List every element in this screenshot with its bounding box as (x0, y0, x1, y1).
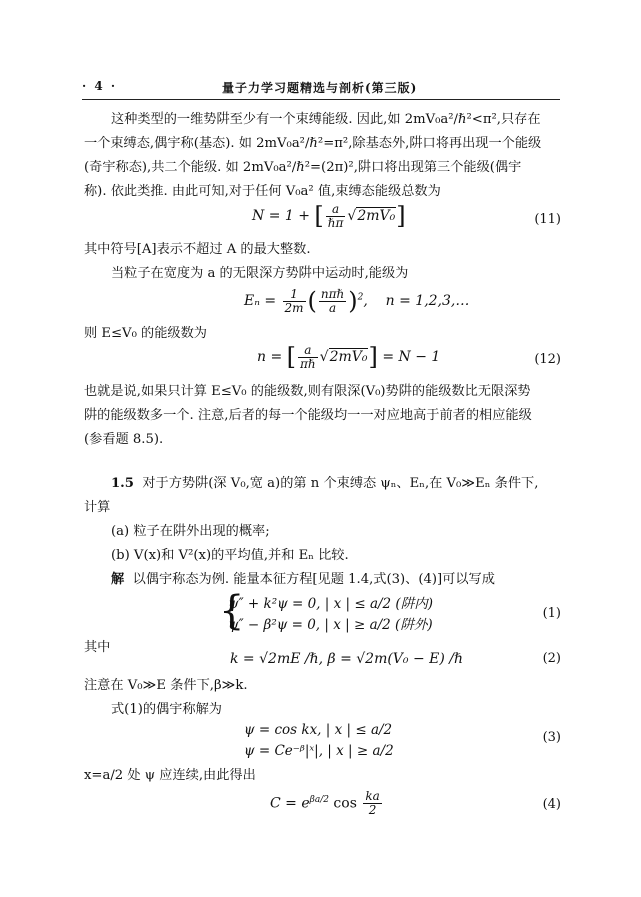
eq4-lhs: C = e (270, 795, 310, 812)
eq4-number: (4) (542, 797, 561, 812)
eq1-number: (1) (542, 606, 561, 621)
eq2-number: (2) (542, 651, 561, 666)
para2: 当粒子在宽度为 a 的无限深方势阱中运动时,能级为 (111, 266, 409, 281)
where-label: 其中 (84, 640, 111, 655)
eq1-row1: ψ″ + k²ψ = 0, | x | ≤ a/2 (阱内) (228, 596, 433, 612)
para6: x=a/2 处 ψ 应连续,由此得出 (84, 768, 256, 783)
equation-11: N = 1 + [ $\frac{a}{\text{ℏπ}}$ √2mV₀] (252, 201, 406, 230)
equation-en: Eₙ = $\frac{1}{2m}$ ( $\frac{\text{nπℏ}}{a}$ )$^2$, n = 1,2,3,… (244, 286, 470, 315)
eq11-num: a (326, 203, 346, 217)
problem-line2: 计算 (84, 500, 111, 515)
en-num2: nπℏ (320, 286, 345, 301)
equation-3 (244, 720, 394, 762)
eq11-den: ℏπ (327, 215, 344, 230)
para1-line2: 一个束缚态,偶宇称(基态). 如 2mV₀a²/ℏ²=π²,除基态外,阱口将再出现一个能级 (84, 136, 542, 151)
eq4-den: 2 (368, 803, 377, 817)
problem-text: 对于方势阱(深 V₀,宽 a)的第 n 个束缚态 ψₙ、Eₙ,在 V₀≫Eₙ 条件下, (142, 476, 539, 491)
note2: 注意在 V₀≫E 条件下,β≫k. (84, 678, 248, 693)
running-header (82, 79, 559, 97)
equation-2: k = √2mE /ℏ, β = √2m(V₀ − E) /ℏ (230, 651, 464, 667)
solution-label: 解 (111, 572, 125, 587)
problem-number: 1.5 (111, 476, 134, 491)
book-title: 量子力学习题精选与剖析(第三版) (222, 81, 418, 95)
para3: 则 E≤V₀ 的能级数为 (84, 326, 207, 341)
eq12-lhs: n = (257, 349, 283, 365)
problem-part-a: (a) 粒子在阱外出现的概率; (111, 524, 270, 539)
eq3-row1: ψ = cos kx, | x | ≤ a/2 (244, 722, 393, 738)
eq1-row2: ψ″ − β²ψ = 0, | x | ≥ a/2 (阱外) (228, 617, 433, 633)
problem-line1 (84, 472, 587, 496)
en-tail: n = 1,2,3,… (385, 293, 470, 309)
eq11-lhs: N = 1 + (252, 208, 310, 224)
eq12-rhs: = N − 1 (382, 349, 441, 365)
en-lhs: Eₙ = (244, 293, 277, 309)
solution-text: 以偶宇称态为例. 能量本征方程[见题 1.4,式(3)、(4)]可以写成 (132, 572, 495, 587)
para4-line1: 也就是说,如果只计算 E≤V₀ 的能级数,则有限深(V₀)势阱的能级数比无限深势 (84, 384, 531, 399)
eq3-row2: ψ = Ce⁻ᵝ|ˣ|, | x | ≥ a/2 (244, 743, 394, 759)
eq12-radicand: 2mV₀ (329, 349, 368, 365)
en-den1: 2m (284, 300, 304, 315)
para1-line1: 这种类型的一维势阱至少有一个束缚能级. 因此,如 2mV₀a²/ℏ²<π²,只存在 (111, 112, 541, 127)
header-rule (82, 99, 560, 100)
equation-1 (228, 594, 433, 636)
en-power: 2 (357, 292, 364, 303)
problem-part-b: (b) V(x)和 V²(x)的平均值,并和 Eₙ 比较. (111, 548, 349, 563)
equation-12: n = [ $\frac{a}{\text{πℏ}}$ √2mV₀] = N − 1 (257, 342, 441, 371)
left-brace: { (219, 588, 245, 634)
eq4-cos: cos (333, 795, 357, 812)
eq11-radicand: 2mV₀ (357, 208, 396, 224)
para5: 式(1)的偶宇称解为 (111, 702, 222, 717)
eq4-num: ka (365, 789, 380, 803)
para1-line4: 称). 依此类推. 由此可知,对于任何 V₀a² 值,束缚态能级总数为 (84, 184, 441, 199)
para4-line3: (参看题 8.5). (84, 432, 164, 447)
eq12-num: a (298, 344, 318, 358)
en-den2: a (329, 300, 337, 315)
eq4-exponent: βa/2 (309, 794, 329, 805)
page-number: · 4 · (82, 79, 118, 93)
en-num1: 1 (283, 288, 306, 302)
equation-4 (270, 790, 384, 817)
note1: 其中符号[A]表示不超过 A 的最大整数. (84, 242, 311, 257)
eq11-number: (11) (534, 212, 561, 227)
eq12-number: (12) (534, 352, 561, 367)
eq12-den: πℏ (300, 356, 316, 371)
eq3-number: (3) (542, 730, 561, 745)
para1-line3: (奇宇称态),共二个能级. 如 2mV₀a²/ℏ²=(2π)²,阱口将出现第三个能级(偶宇 (84, 160, 522, 175)
solution-line (84, 568, 587, 592)
para4-line2: 阱的能级数多一个. 注意,后者的每一个能级均一一对应地高于前者的相应能级 (84, 408, 532, 423)
